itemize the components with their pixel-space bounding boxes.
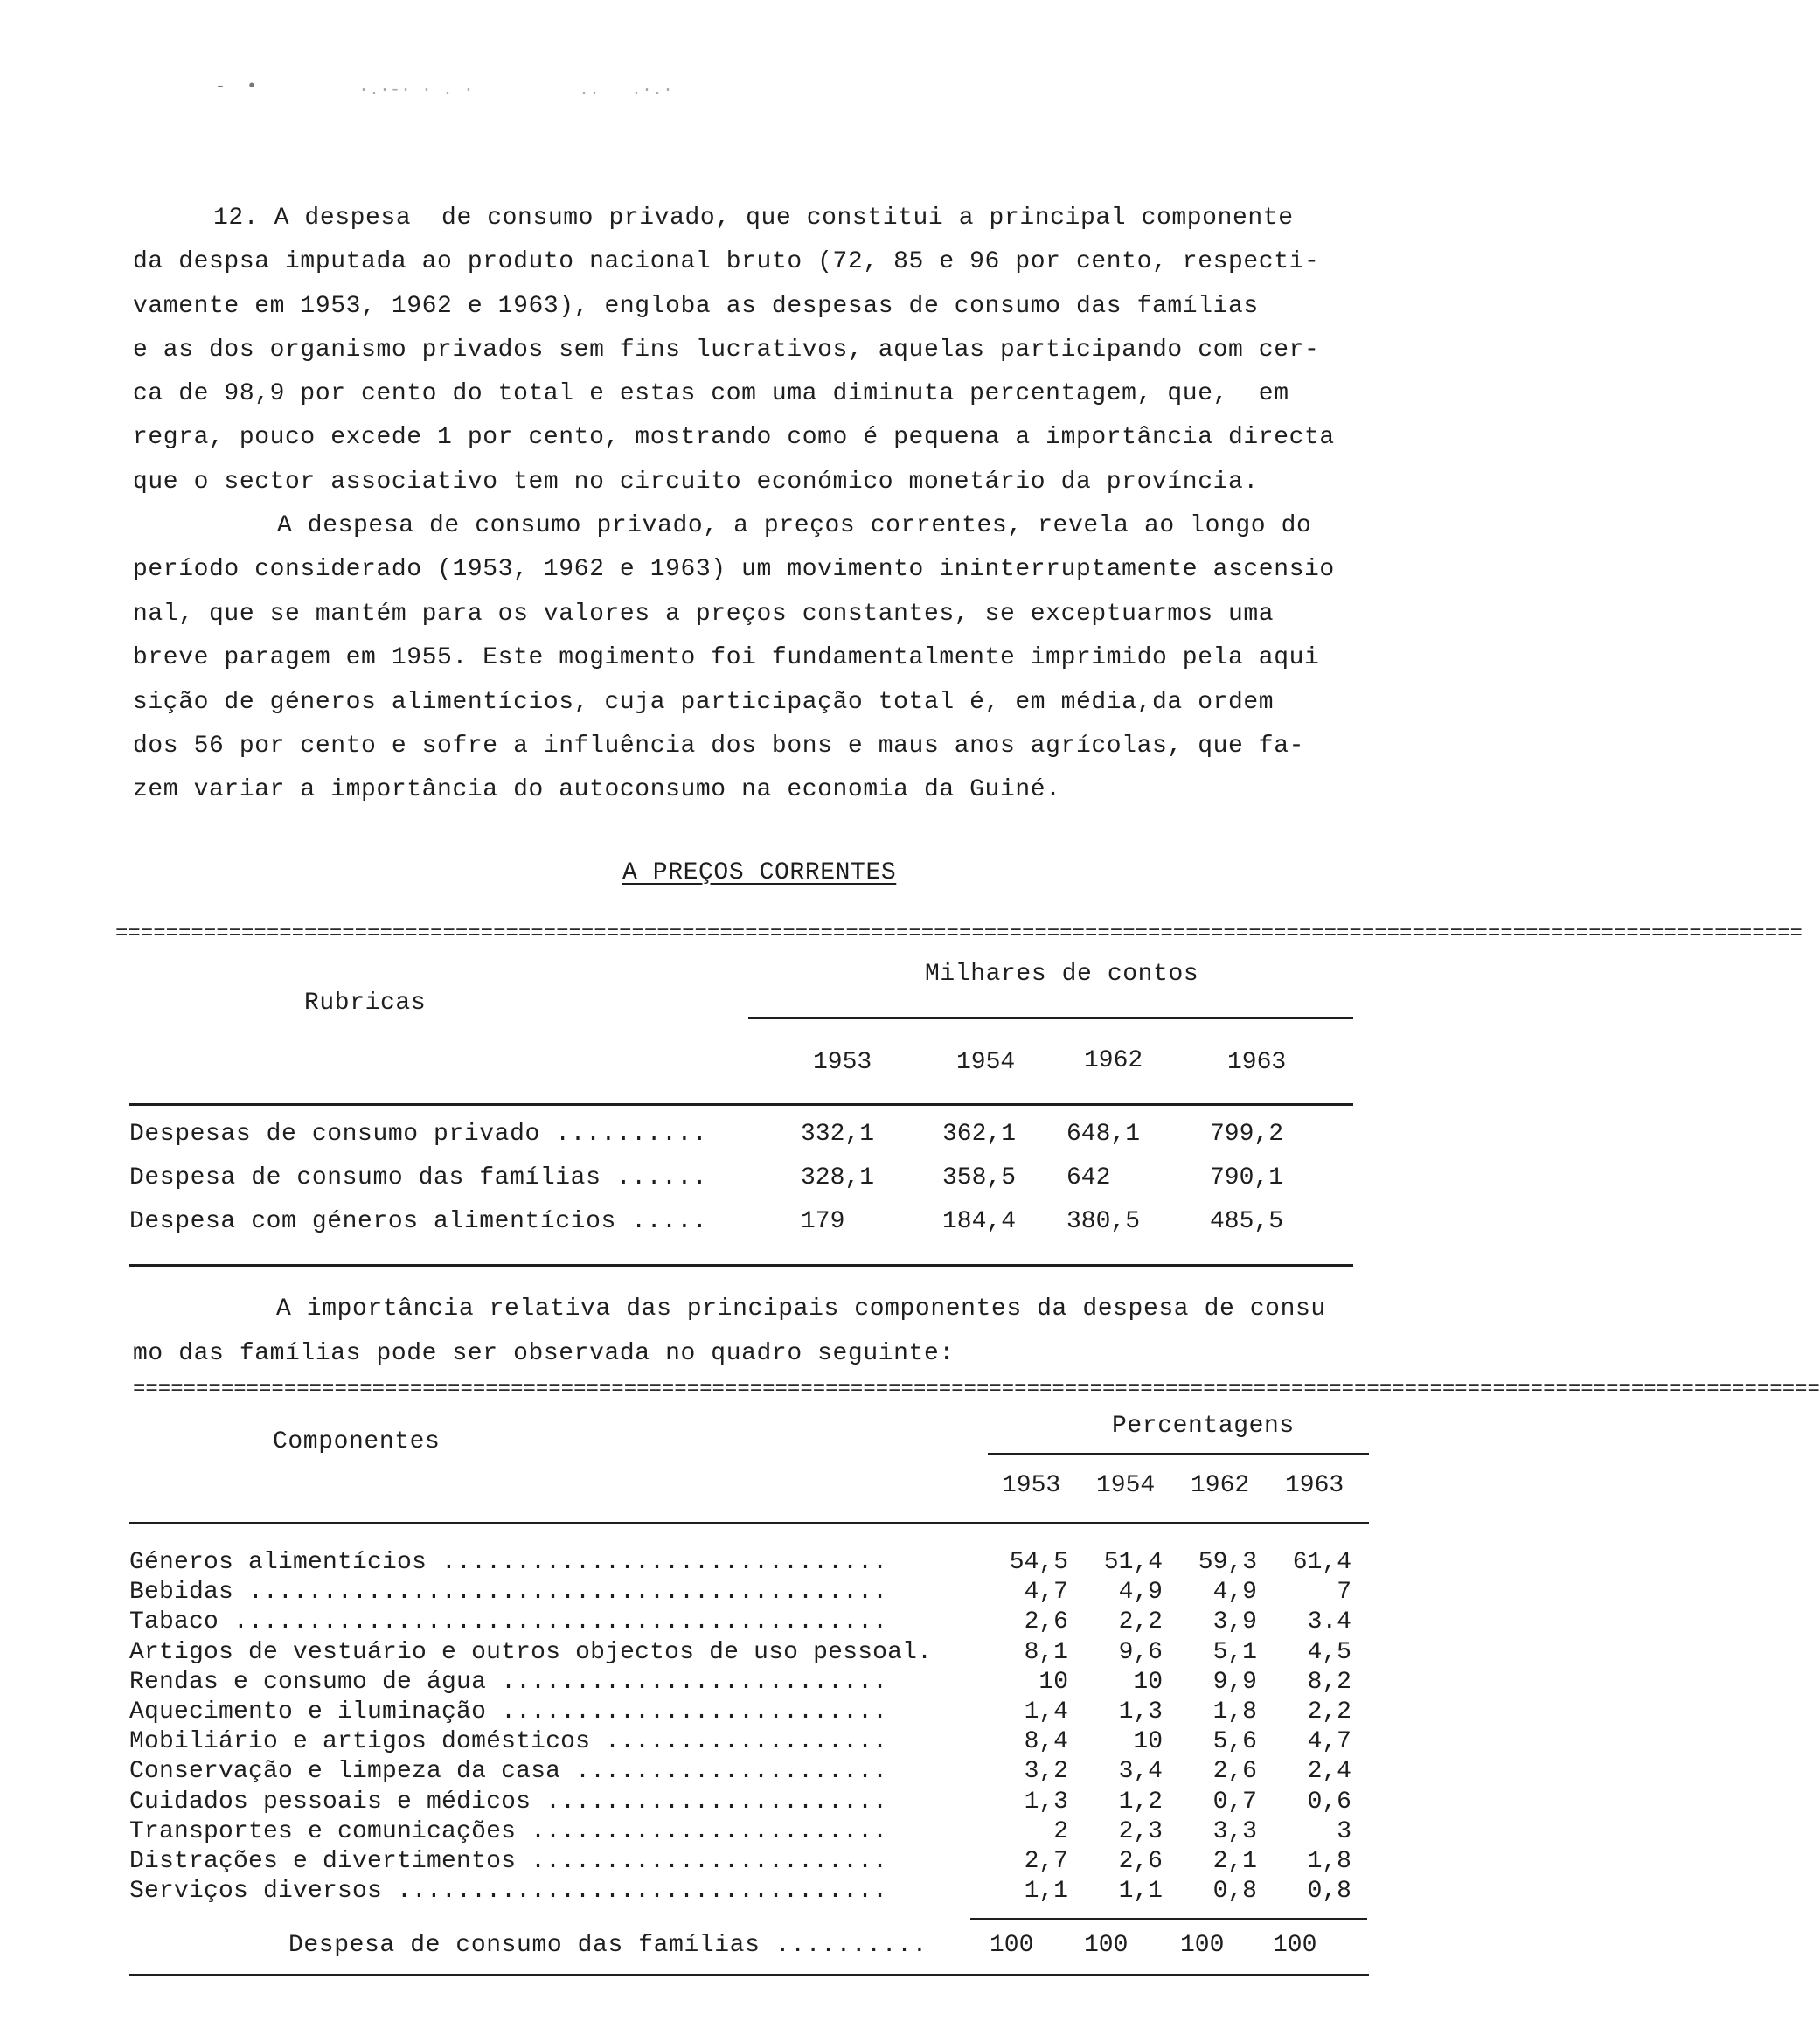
table-1-year: 1953 <box>813 1049 872 1076</box>
table-2-cell: 1,3 <box>1024 1788 1068 1816</box>
paragraph-2-line: zem variar a importância do autoconsumo na economia da Guiné. <box>133 776 1061 803</box>
paragraph-1-line: 12. A despesa de consumo privado, que constitui a principal componente <box>213 205 1294 232</box>
table-2-cell: 4,9 <box>1118 1579 1163 1606</box>
table-1-cell: 184,4 <box>942 1208 1017 1235</box>
table-2-total-cell: 100 <box>990 1932 1034 1959</box>
table-2-header-rule <box>988 1453 1369 1455</box>
table-2-cell: 0,6 <box>1307 1788 1351 1816</box>
table-2-cell: 10 <box>1133 1669 1163 1696</box>
table-2-cell: 2,2 <box>1307 1698 1351 1726</box>
table-2-cell: 2 <box>1053 1818 1068 1845</box>
paragraph-1-line: regra, pouco excede 1 por cento, mostrando como é pequena a importância directa <box>133 424 1335 451</box>
table-1-year: 1962 <box>1084 1047 1143 1074</box>
double-rule: ====================================================================================================================================== <box>133 1378 1820 1401</box>
table-2-cell: 10 <box>1039 1669 1068 1696</box>
table-1-header-rule <box>748 1017 1353 1019</box>
paragraph-2-line: período considerado (1953, 1962 e 1963) um movimento ininterruptamente ascensio <box>133 556 1335 583</box>
table-2-cell: 5,6 <box>1212 1728 1257 1755</box>
table-1-row-label: Despesa com géneros alimentícios ..... <box>129 1208 708 1235</box>
table-2-cell: 5,1 <box>1212 1639 1257 1666</box>
table-2-row-header: Componentes <box>273 1428 441 1455</box>
table-1-cell: 642 <box>1066 1164 1111 1191</box>
paragraph-3-line: A importância relativa das principais componentes da despesa de consu <box>276 1295 1326 1323</box>
table-2-cell: 3,9 <box>1212 1608 1257 1636</box>
table-1-cell: 332,1 <box>801 1121 875 1148</box>
table-2-cell: 61,4 <box>1292 1549 1351 1576</box>
table-2-row-label: Aquecimento e iluminação .......................... <box>129 1698 888 1726</box>
table-1-year: 1954 <box>956 1049 1016 1076</box>
table-2-rule <box>129 1522 1369 1524</box>
paragraph-2-line: dos 56 por cento e sofre a influência dos bons e maus anos agrícolas, que fa- <box>133 733 1305 760</box>
table-2-year: 1953 <box>1002 1472 1061 1499</box>
table-2-cell: 9,6 <box>1118 1639 1163 1666</box>
table-2-cell: 9,9 <box>1212 1669 1257 1696</box>
table-2-cell: 2,2 <box>1118 1608 1163 1636</box>
table-2-cell: 8,1 <box>1024 1639 1068 1666</box>
table-2-year: 1962 <box>1191 1472 1250 1499</box>
table-2-cell: 0,7 <box>1212 1788 1257 1816</box>
table-2-cell: 51,4 <box>1103 1549 1163 1576</box>
table-1-rule <box>129 1103 1353 1106</box>
table-2-total-cell: 100 <box>1273 1932 1317 1959</box>
paragraph-3-line: mo das famílias pode ser observada no quadro seguinte: <box>133 1340 955 1367</box>
table-2-cell: 3,3 <box>1212 1818 1257 1845</box>
table-1-title: A PREÇOS CORRENTES <box>622 859 897 886</box>
table-2-cell: 2,6 <box>1024 1608 1068 1636</box>
paragraph-1-line: ca de 98,9 por cento do total e estas com uma diminuta percentagem, que, em <box>133 380 1289 407</box>
paragraph-1-line: da despsa imputada ao produto nacional bruto (72, 85 e 96 por cento, respecti- <box>133 248 1320 275</box>
table-2-bottom-rule <box>129 1974 1369 1976</box>
table-2-cell: 3 <box>1337 1818 1351 1845</box>
table-2-year: 1954 <box>1096 1472 1156 1499</box>
table-2-cell: 8,4 <box>1024 1728 1068 1755</box>
table-2-year: 1963 <box>1285 1472 1344 1499</box>
paragraph-2-line: breve paragem em 1955. Este mogimento foi fundamentalmente imprimido pela aqui <box>133 644 1320 671</box>
table-1-unit-header: Milhares de contos <box>925 961 1199 988</box>
table-2-unit-header: Percentagens <box>1112 1413 1295 1440</box>
table-2-total-cell: 100 <box>1180 1932 1225 1959</box>
table-2-row-label: Bebidas ........................................... <box>129 1579 888 1606</box>
table-2-cell: 3,4 <box>1118 1758 1163 1785</box>
table-1-year: 1963 <box>1227 1049 1287 1076</box>
table-2-cell: 0,8 <box>1307 1878 1351 1905</box>
table-2-cell: 1,8 <box>1307 1848 1351 1875</box>
table-1-cell: 380,5 <box>1066 1208 1141 1235</box>
table-2-row-label: Cuidados pessoais e médicos ....................... <box>129 1788 888 1816</box>
table-1-row-label: Despesas de consumo privado .......... <box>129 1121 708 1148</box>
table-2-cell: 7 <box>1337 1579 1351 1606</box>
table-2-row-label: Rendas e consumo de água .......................... <box>129 1669 888 1696</box>
table-2-cell: 2,3 <box>1118 1818 1163 1845</box>
table-2-cell: 1,1 <box>1024 1878 1068 1905</box>
scan-specks: - • <box>215 77 258 97</box>
table-2-cell: 1,8 <box>1212 1698 1257 1726</box>
table-1-cell: 362,1 <box>942 1121 1017 1148</box>
table-1-cell: 328,1 <box>801 1164 875 1191</box>
paragraph-2-line: sição de géneros alimentícios, cuja participação total é, em média,da ordem <box>133 689 1275 716</box>
table-1-cell: 358,5 <box>942 1164 1017 1191</box>
table-1-cell: 790,1 <box>1210 1164 1284 1191</box>
table-1-row-header: Rubricas <box>304 990 427 1017</box>
table-2-cell: 10 <box>1133 1728 1163 1755</box>
table-1-cell: 485,5 <box>1210 1208 1284 1235</box>
table-2-cell: 8,2 <box>1307 1669 1351 1696</box>
table-2-cell: 0,8 <box>1212 1878 1257 1905</box>
paragraph-2-line: nal, que se mantém para os valores a preços constantes, se exceptuarmos uma <box>133 601 1275 628</box>
table-2-cell: 4,7 <box>1024 1579 1068 1606</box>
table-2-cell: 4,5 <box>1307 1639 1351 1666</box>
table-2-total-cell: 100 <box>1084 1932 1129 1959</box>
table-2-total-rule <box>970 1918 1367 1920</box>
table-2-cell: 4,9 <box>1212 1579 1257 1606</box>
table-2-row-label: Distrações e divertimentos ........................ <box>129 1848 888 1875</box>
table-2-row-label: Artigos de vestuário e outros objectos de uso pessoal. <box>129 1639 933 1666</box>
table-2-row-label: Mobiliário e artigos domésticos ................... <box>129 1728 888 1755</box>
table-2-cell: 2,1 <box>1212 1848 1257 1875</box>
table-2-row-label: Tabaco ............................................ <box>129 1608 888 1636</box>
table-2-cell: 1,3 <box>1118 1698 1163 1726</box>
table-2-cell: 2,4 <box>1307 1758 1351 1785</box>
table-1-cell: 648,1 <box>1066 1121 1141 1148</box>
table-2-row-label: Transportes e comunicações ........................ <box>129 1818 888 1845</box>
scan-specks: ·.·-· · . · .. .·.· <box>358 80 674 101</box>
table-2-row-label: Conservação e limpeza da casa ..................... <box>129 1758 888 1785</box>
paragraph-1-line: vamente em 1953, 1962 e 1963), engloba as despesas de consumo das famílias <box>133 293 1259 320</box>
table-2-cell: 59,3 <box>1198 1549 1257 1576</box>
table-2-cell: 2,6 <box>1212 1758 1257 1785</box>
table-2-cell: 2,6 <box>1118 1848 1163 1875</box>
paragraph-1-line: e as dos organismo privados sem fins lucrativos, aquelas participando com cer- <box>133 337 1320 364</box>
table-2-cell: 1,2 <box>1118 1788 1163 1816</box>
table-1-bottom-rule <box>129 1264 1353 1267</box>
table-2-cell: 4,7 <box>1307 1728 1351 1755</box>
paragraph-2-line: A despesa de consumo privado, a preços correntes, revela ao longo do <box>277 512 1312 539</box>
paragraph-1-line: que o sector associativo tem no circuito económico monetário da província. <box>133 469 1259 496</box>
table-2-cell: 54,5 <box>1009 1549 1068 1576</box>
table-2-cell: 2,7 <box>1024 1848 1068 1875</box>
table-2-row-label: Géneros alimentícios .............................. <box>129 1549 888 1576</box>
table-1-row-label: Despesa de consumo das famílias ...... <box>129 1164 708 1191</box>
table-1-cell: 179 <box>801 1208 845 1235</box>
table-2-row-label: Serviços diversos ................................. <box>129 1878 888 1905</box>
double-rule: ====================================================================================================================================== <box>115 922 1803 946</box>
table-1-cell: 799,2 <box>1210 1121 1284 1148</box>
table-2-cell: 1,4 <box>1024 1698 1068 1726</box>
table-2-cell: 3.4 <box>1307 1608 1351 1636</box>
table-2-cell: 1,1 <box>1118 1878 1163 1905</box>
table-2-total-label: Despesa de consumo das famílias .......... <box>288 1932 927 1959</box>
table-2-cell: 3,2 <box>1024 1758 1068 1785</box>
